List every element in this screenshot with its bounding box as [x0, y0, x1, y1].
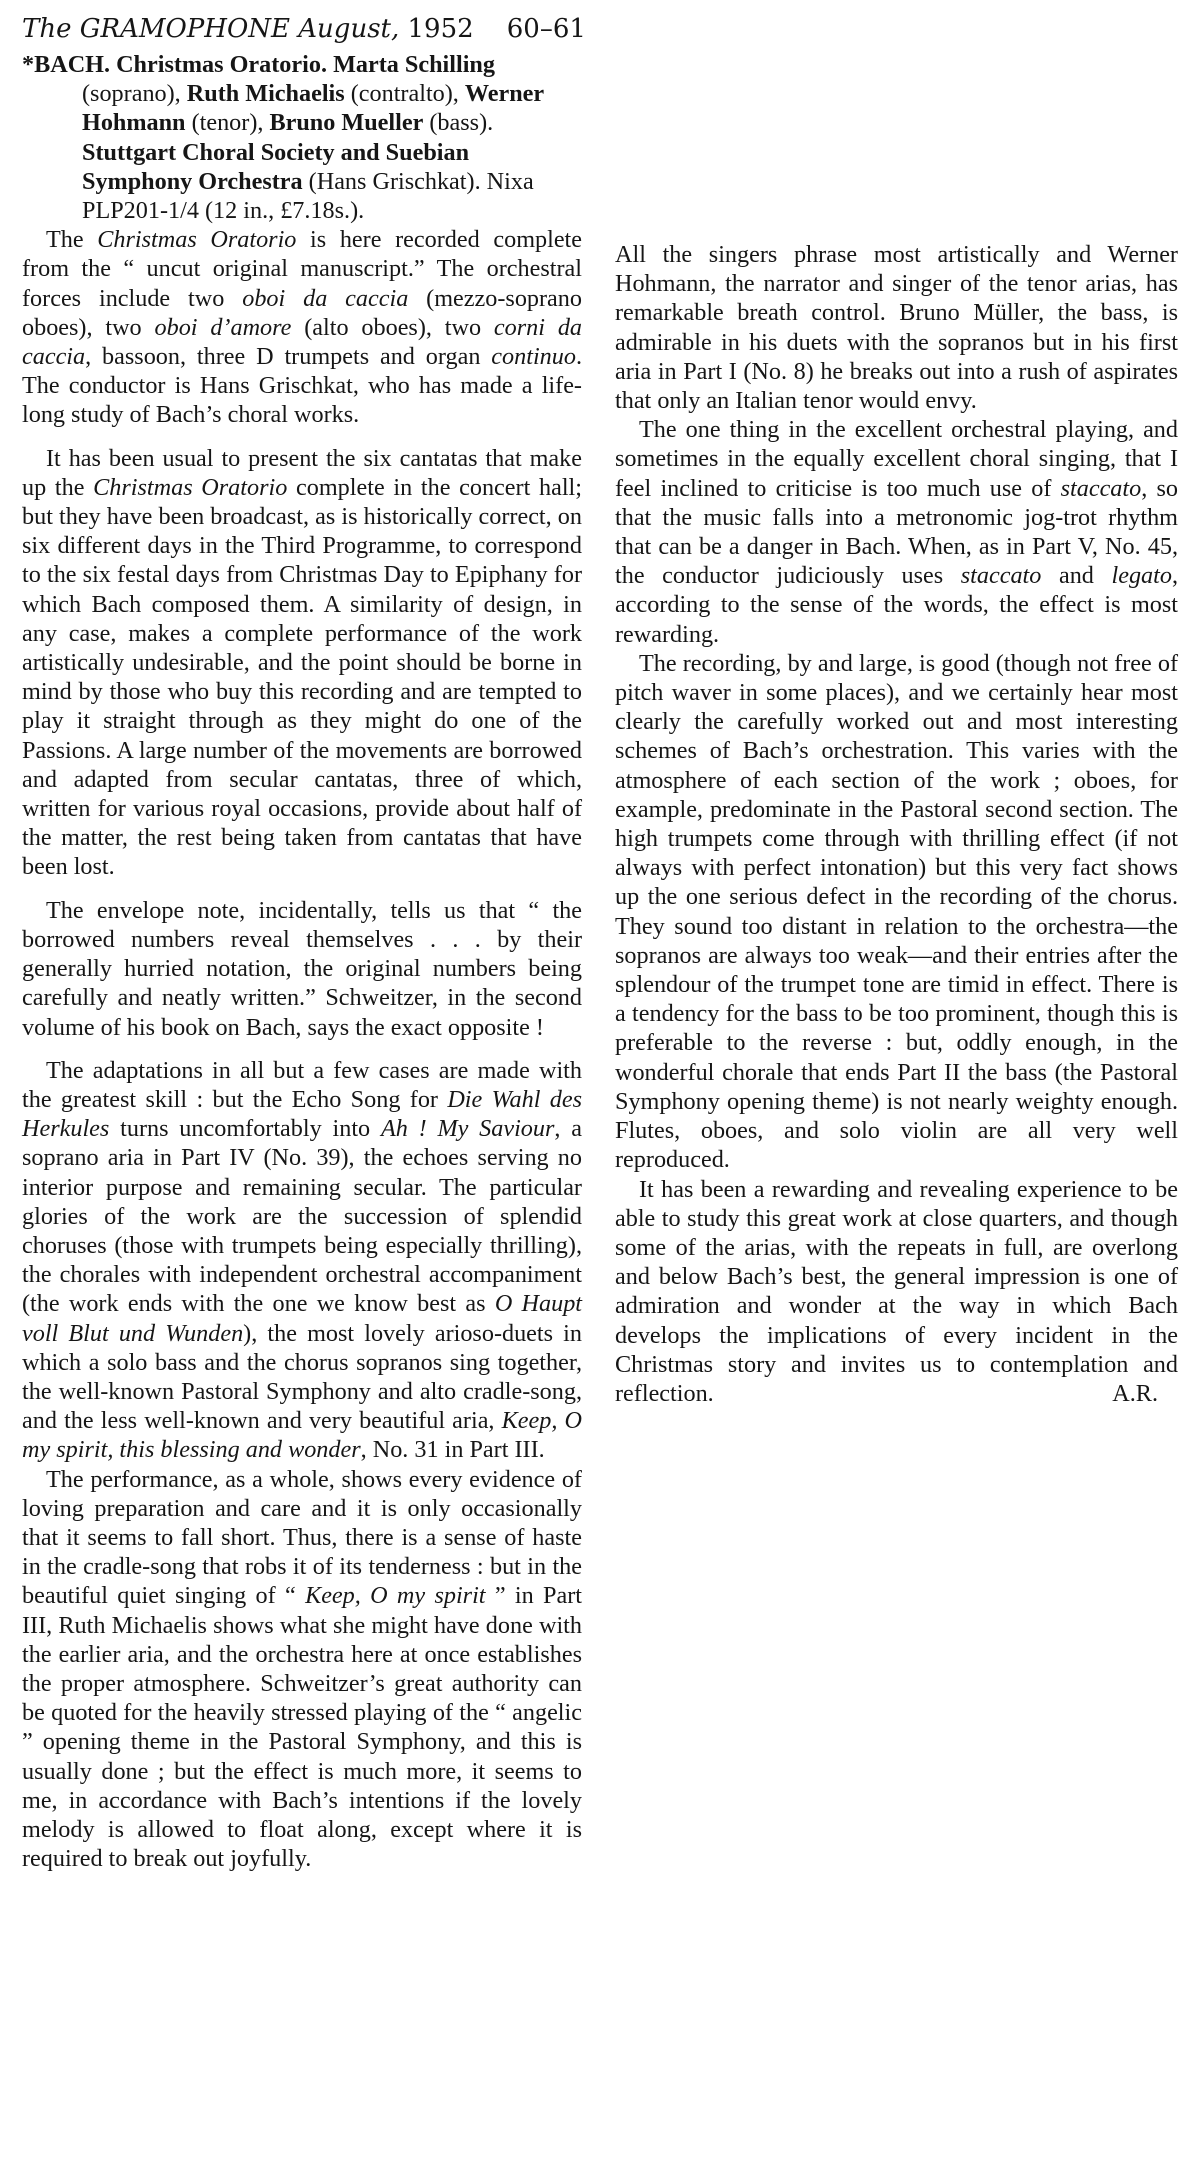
paragraph-2: It has been usual to present the six cantatas that make up the Christmas Oratorio complete in the concert hall; but they have been broadcast, as is historically correct, on six different days in the Third Programme, to correspond to the six festal days from Christmas Day to Epiphany for which Bach composed them. A similarity of design, in any case, makes a complete performance of the work artistically undesirable, and the point should be borne in mind by those who buy this recording and are tempted to play it straight through as they might do one of the Passions. A large number of the movements are borrowed and adapted from secular cantatas, three of which, written for various royal occasions, provide about half of the matter, the rest being taken from cantatas that have been lost.	[22, 444, 582, 881]
paragraph-9: It has been a rewarding and revealing experience to be able to study this great work at close quarters, and though some of the arias, with the repeats in full, are overlong and below Bach’s best, the general impression is one of admiration and wonder at the way in which Bach develops the implications of every incident in the Christmas story and invites us to contemplation and reflection. A.R.	[615, 1175, 1178, 1407]
paragraph-7: The one thing in the excellent orchestral playing, and sometimes in the equally excellent choral singing, that I feel inclined to criticise is too much use of staccato, so that the music falls into a metronomic jog-trot rhythm that can be a danger in Bach. When, as in Part V, No. 45, the conductor judiciously uses staccato and legato, according to the sense of the words, the effect is most rewarding.	[615, 416, 1178, 648]
soloist-contralto: Ruth Michaelis	[186, 80, 345, 108]
page-numbers: 60–61	[506, 14, 586, 44]
paragraph-6: All the singers phrase most artistically and Werner Hohmann, the narrator and singer of the tenor arias, has remarkable breath control. Bruno Müller, the bass, is admirable in his duets with the sopranos but in his first aria in Part I (No. 8) he breaks out into a rush of aspirates that only an Italian tenor would envy.	[615, 241, 1178, 415]
author-signature: A.R.	[1112, 1379, 1158, 1407]
record-entry-heading	[22, 50, 582, 225]
role-tenor: (tenor),	[191, 109, 264, 137]
issue-month: August,	[298, 14, 400, 44]
right-column	[615, 226, 1178, 1408]
ensemble: Stuttgart Choral Society and Suebian Symphony Orchestra	[82, 138, 470, 195]
role-soprano: (soprano),	[82, 80, 181, 108]
role-contralto: (contralto),	[350, 80, 459, 108]
composer-work: BACH. Christmas Oratorio.	[34, 51, 328, 78]
soloist-tenor: Werner Hohmann	[82, 80, 544, 137]
paragraph-4: The adaptations in all but a few cases are made with the greatest skill : but the Echo Song for Die Wahl des Herkules turns uncomfortably into Ah ! My Saviour, a soprano aria in Part IV (No. 39), the echoes serving no interior purpose and remaining secular. The particular glories of the work are the succession of splendid choruses (those with trumpets being especially thrilling), the chorales with independent orchestral accompaniment (the work ends with the one we know best as O Haupt voll Blut und Wunden), the most lovely arioso-duets in which a solo bass and the chorus sopranos sing together, the well-known Pastoral Symphony and alto cradle-song, and the less well-known and very beautiful aria, Keep, O my spirit, this blessing and wonder, No. 31 in Part III.	[22, 1056, 583, 1464]
paragraph-5: The performance, as a whole, shows every evidence of loving preparation and care and it is only occasionally that it seems to fall short. Thus, there is a sense of haste in the cradle-song that robs it of its tenderness : but in the beautiful quiet singing of “ Keep, O my spirit ” in Part III, Ruth Michaelis shows what she might have done with the earlier aria, and the orchestra here at once establishes the proper atmosphere. Schweitzer’s great authority can be quoted for the heavily stressed playing of the “ angelic ” opening theme in the Pastoral Symphony, and this is usually done ; but the effect is much more, it seems to me, in accordance with Bach’s intentions if the lovely melody is allowed to float along, except where it is required to break out joyfully.	[22, 1465, 583, 1873]
paragraph-1: The Christmas Oratorio is here recorded complete from the “ uncut original manuscript.” The orchestral forces include two oboi da caccia (mezzo-soprano oboes), two oboi d’amore (alto oboes), two corni da caccia, bassoon, three D trumpets and organ continuo. The conductor is Hans Grischkat, who has made a life-long study of Bach’s choral works.	[22, 226, 583, 429]
role-bass: (bass).	[429, 109, 494, 137]
entry-mark: *	[22, 51, 35, 78]
paragraph-8: The recording, by and large, is good (though not free of pitch waver in some places), and we certainly hear most clearly the carefully worked out and most interesting schemes of Bach’s orchestration. This varies with the atmosphere of each section of the work ; oboes, for example, predominate in the Pastoral second section. The high trumpets come through with thrilling effect (if not always with perfect intonation) but this very fact shows up the one serious defect in the recording of the chorus. They sound too distant in relation to the orchestra—the sopranos are always too weak—and their entries after the splendour of the trumpet tone are timid in effect. There is a tendency for the bass to be too prominent, though this is preferable to the reverse : but, oddly enough, in the wonderful chorale that ends Part II the bass (the Pastoral Symphony opening theme) is not nearly weighty enough. Flutes, oboes, and solo violin are all very well reproduced.	[615, 649, 1178, 1174]
soloist-bass: Bruno Mueller	[269, 109, 424, 137]
journal-title: The GRAMOPHONE	[22, 14, 291, 44]
conductor: (Hans Grischkat).	[308, 167, 481, 195]
catalogue-number: Nixa PLP201-1/4 (12 in., £7.18s.).	[82, 167, 534, 225]
soloist-soprano: Marta Schilling	[333, 51, 495, 78]
paragraph-3: The envelope note, incidentally, tells us that “ the borrowed numbers reveal themselves . . . by their generally hurried notation, the original numbers being carefully and neatly written.” Schweitzer, in the second volume of his book on Bach, says the exact opposite !	[22, 896, 582, 1041]
left-column	[22, 0, 582, 1873]
issue-year: 1952	[407, 14, 474, 44]
